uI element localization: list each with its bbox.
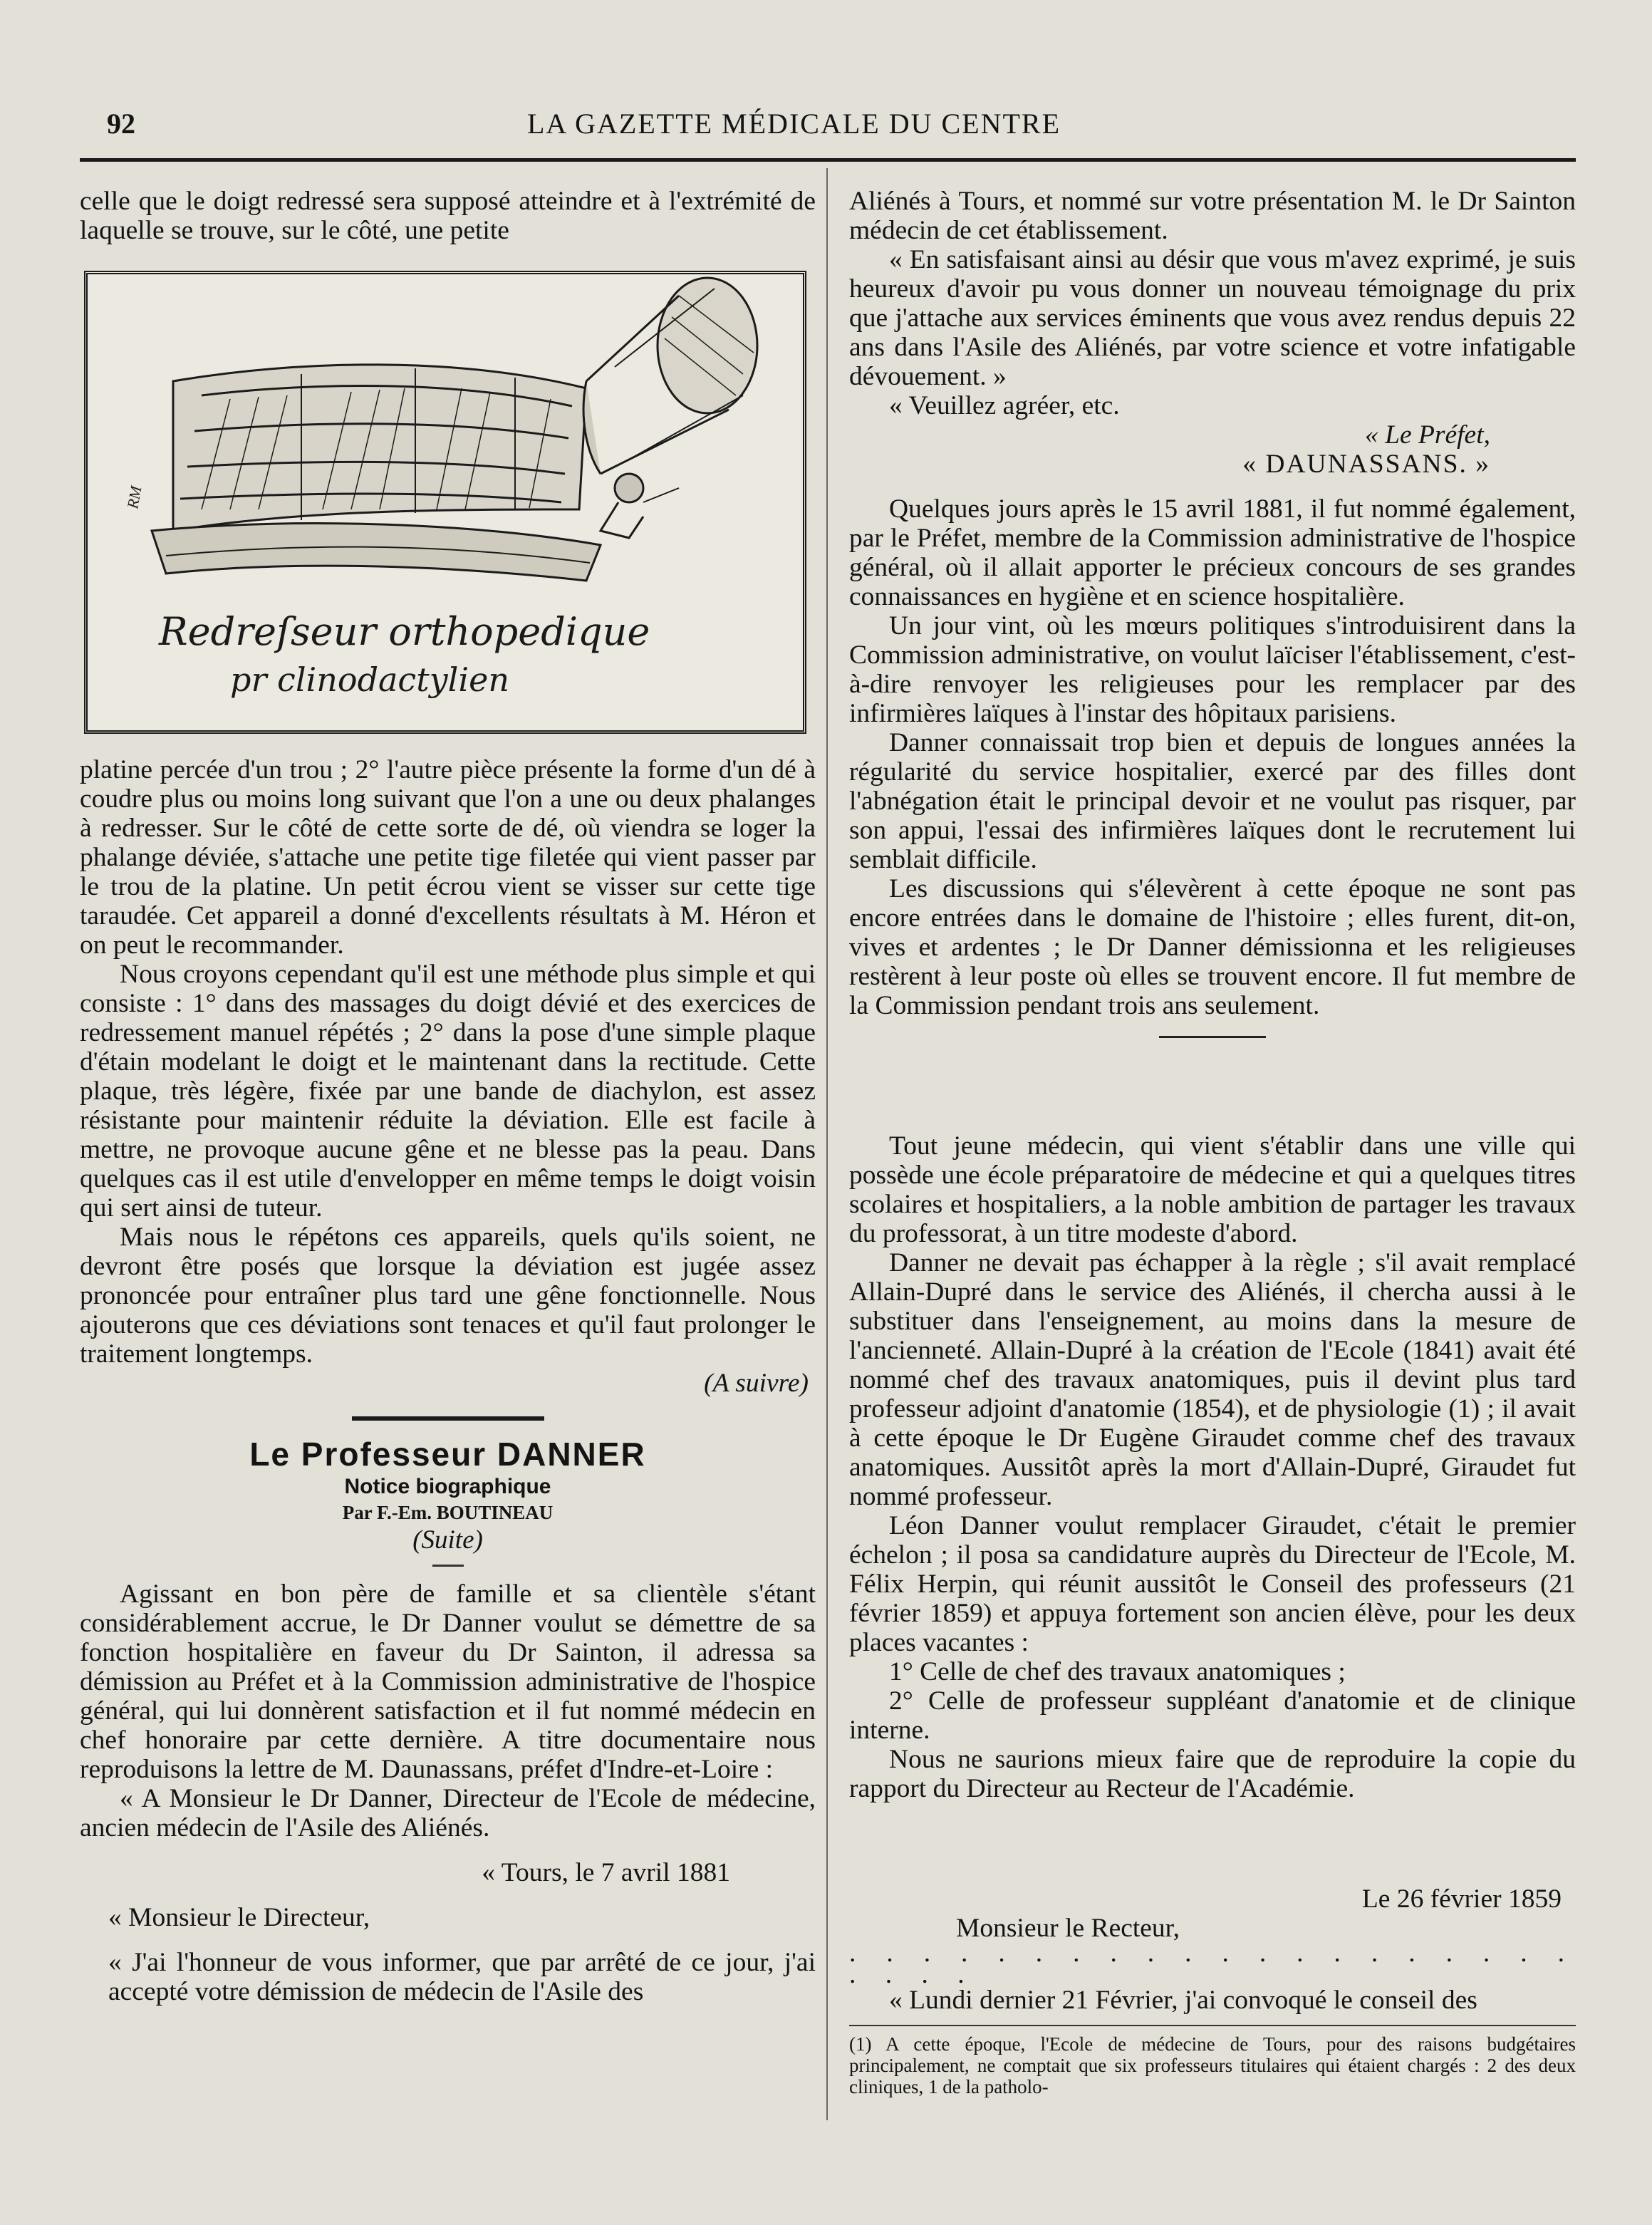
- left-column-top: [80, 187, 816, 245]
- paragraph: Agissant en bon père de famille et sa clientèle s'étant considérablement accrue, le Dr Danner voulut se démettre de sa fonction hospitalière en faveur du Dr Sainton, il adressa sa démission au Préfet et à la Commission administrative de l'hospice général, qui lui donnèrent satisfaction et il fut nommé médecin en chef honoraire par cette dernière. A titre documentaire nous reproduisons la lettre de M. Daunassans, préfet d'Indre-et-Loire :: [80, 1580, 816, 1784]
- paragraph: « Veuillez agréer, etc.: [889, 391, 1120, 420]
- signature-title: « Le Préfet,: [1364, 420, 1490, 450]
- figure-caption-line2: pr clinodactylien: [230, 660, 509, 699]
- engraver-mark: RM: [123, 484, 145, 510]
- paragraph: Mais nous le répétons ces appareils, quels qu'ils soient, ne devront être posés que lorsque la déviation est jugée assez prononcée pour entraîner plus tard une gêne fonctionnelle. Nous ajouterons que ces déviations sont tenaces et qu'il faut prolonger le traitement longtemps.: [80, 1223, 816, 1369]
- section-rule: [1159, 1036, 1266, 1038]
- paragraph: Quelques jours après le 15 avril 1881, il fut nommé également, par le Préfet, membre de la Commission administrative de l'hospice général, où il allait apporter le précieux concours de ses grandes connaissances en hygiène et en science hospitalière.: [849, 494, 1576, 611]
- header-rule: [80, 158, 1576, 162]
- paragraph: Danner connaissait trop bien et depuis de longues années la régularité du service hospitalier, exercé par des filles dont l'abnégation était le principal devoir et ne voulut pas risquer, par son appui, l'essai des infirmières laïques dont le recrutement lui semblait difficile.: [849, 728, 1576, 874]
- article-subtitle: Notice biographique: [344, 1475, 551, 1498]
- paragraph: « J'ai l'honneur de vous informer, que par arrêté de ce jour, j'ai accepté votre démission de médecin de l'Asile des: [108, 1948, 816, 2006]
- ellipsis-dots: . . . . . . . . . . . . . . . . . . . . . . . .: [849, 1939, 1576, 1989]
- right-column-bottom: [849, 1884, 1576, 2097]
- engraving-illustration: [88, 274, 803, 730]
- dash-rule: [432, 1565, 464, 1567]
- footnote: (1) A cette époque, l'Ecole de médecine de Tours, pour des raisons budgétaires principalement, ne comptait que six professeurs titulaires qui étaient chargés : 2 des deux cliniques, 1 de la patholo-: [849, 2033, 1576, 2097]
- figure-caption-line1: Redreſseur orthopedique: [159, 609, 650, 654]
- journal-title: LA GAZETTE MÉDICALE DU CENTRE: [527, 108, 1061, 140]
- paragraph: Tout jeune médecin, qui vient s'établir dans une ville qui possède une école préparatoire de médecine et qui a quelques titres scolaires et hospitaliers, a la noble ambition de partager les travaux du professorat, à un titre modeste d'abord.: [849, 1131, 1576, 1248]
- a-suivre: (A suivre): [704, 1369, 809, 1398]
- paragraph: Aliénés à Tours, et nommé sur votre présentation M. le Dr Sainton médecin de cet établissement.: [849, 187, 1576, 245]
- right-column-middle: [849, 1131, 1576, 1803]
- letter-salutation: Monsieur le Recteur,: [956, 1914, 1180, 1943]
- figure-redresseur: [84, 271, 806, 734]
- letter-salutation: « Monsieur le Directeur,: [108, 1903, 370, 1932]
- section-rule: [352, 1416, 544, 1421]
- paragraph: Nous ne saurions mieux faire que de reproduire la copie du rapport du Directeur au Recteur de l'Académie.: [849, 1745, 1576, 1803]
- paragraph: « En satisfaisant ainsi au désir que vous m'avez exprimé, je suis heureux d'avoir pu vous donner un nouveau témoignage du prix que j'attache aux services éminents que vous avez rendus depuis 22 ans dans l'Asile des Aliénés, par votre science et votre infatigable dévouement. »: [849, 245, 1576, 391]
- paragraph: Léon Danner voulut remplacer Giraudet, c'était le premier échelon ; il posa sa candidature auprès du Directeur de l'Ecole, M. Félix Herpin, qui réunit aussitôt le Conseil des professeurs (21 février 1859) et appuya fortement son ancien élève, pour les deux places vacantes :: [849, 1511, 1576, 1657]
- column-separator: [826, 168, 828, 2120]
- right-column-top: [849, 187, 1576, 1054]
- left-column-bottom: [80, 755, 816, 2006]
- page-number: 92: [107, 108, 135, 140]
- paragraph: « Lundi dernier 21 Février, j'ai convoqué le conseil des: [889, 1986, 1477, 2015]
- paragraph: celle que le doigt redressé sera supposé atteindre et à l'extrémité de laquelle se trouve, sur le côté, une petite: [80, 187, 816, 245]
- paragraph: Un jour vint, où les mœurs politiques s'introduisirent dans la Commission administrative, on voulut laïciser l'établissement, c'est-à-dire renvoyer les religieuses pour les remplacer par des infirmières laïques à l'instar des hôpitaux parisiens.: [849, 611, 1576, 728]
- paragraph: Les discussions qui s'élevèrent à cette époque ne sont pas encore entrées dans le domaine de l'histoire ; elles furent, dit-on, vives et ardentes ; le Dr Danner démissionna et les religieuses restèrent à leur poste où elles se trouvent encore. Il fut membre de la Commission pendant trois ans seulement.: [849, 874, 1576, 1020]
- paragraph: Danner ne devait pas échapper à la règle ; s'il avait remplacé Allain-Dupré dans le service des Aliénés, il chercha aussi à le substituer dans l'enseignement, au moins dans la mesure de l'ancienneté. Allain-Dupré à la création de l'Ecole (1841) avait été nommé chef des travaux anatomiques, puis il devint plus tard professeur adjoint d'anatomie (1854), et de physiologie (1) ; il avait à cette époque le Dr Eugène Giraudet comme chef des travaux anatomiques. Aussitôt après la mort d'Allain-Dupré, Giraudet fut nommé professeur.: [849, 1248, 1576, 1511]
- article-title: Le Professeur DANNER: [249, 1436, 646, 1473]
- signature-name: « DAUNASSANS. »: [1242, 450, 1490, 479]
- paragraph: 1° Celle de chef des travaux anatomiques ;: [889, 1657, 1346, 1686]
- letter-date: « Tours, le 7 avril 1881: [482, 1858, 730, 1887]
- paragraph: 2° Celle de professeur suppléant d'anatomie et de clinique interne.: [849, 1686, 1576, 1745]
- article-author: Par F.-Em. BOUTINEAU: [342, 1502, 554, 1523]
- paragraph: Nous croyons cependant qu'il est une méthode plus simple et qui consiste : 1° dans des massages du doigt dévié et des exercices de redressement manuel répétés ; 2° dans la pose d'une simple plaque d'étain modelant le doigt et le maintenant dans la rectitude. Cette plaque, très légère, fixée par une bande de diachylon, est assez résistante pour maintenir réduite la déviation. Elle est facile à mettre, ne provoque aucune gêne et ne blesse pas la peau. Dans quelques cas il est utile d'envelopper en même temps le doigt voisin qui sert ainsi de tuteur.: [80, 960, 816, 1223]
- paragraph: platine percée d'un trou ; 2° l'autre pièce présente la forme d'un dé à coudre plus ou moins long suivant que l'on a une ou deux phalanges à redresser. Sur le côté de cette sorte de dé, où viendra se loger la phalange déviée, s'attache une petite tige filetée qui vient passer par le trou de la platine. Un petit écrou vient se visser sur cette tige taraudée. Cet appareil a donné d'excellents résultats à M. Héron et on peut le recommander.: [80, 755, 816, 960]
- letter-date: Le 26 février 1859: [1361, 1884, 1562, 1914]
- paragraph: « A Monsieur le Dr Danner, Directeur de l'Ecole de médecine, ancien médecin de l'Asile des Aliénés.: [80, 1784, 816, 1842]
- article-suite: (Suite): [412, 1525, 483, 1555]
- footnote-rule: [849, 2025, 1576, 2026]
